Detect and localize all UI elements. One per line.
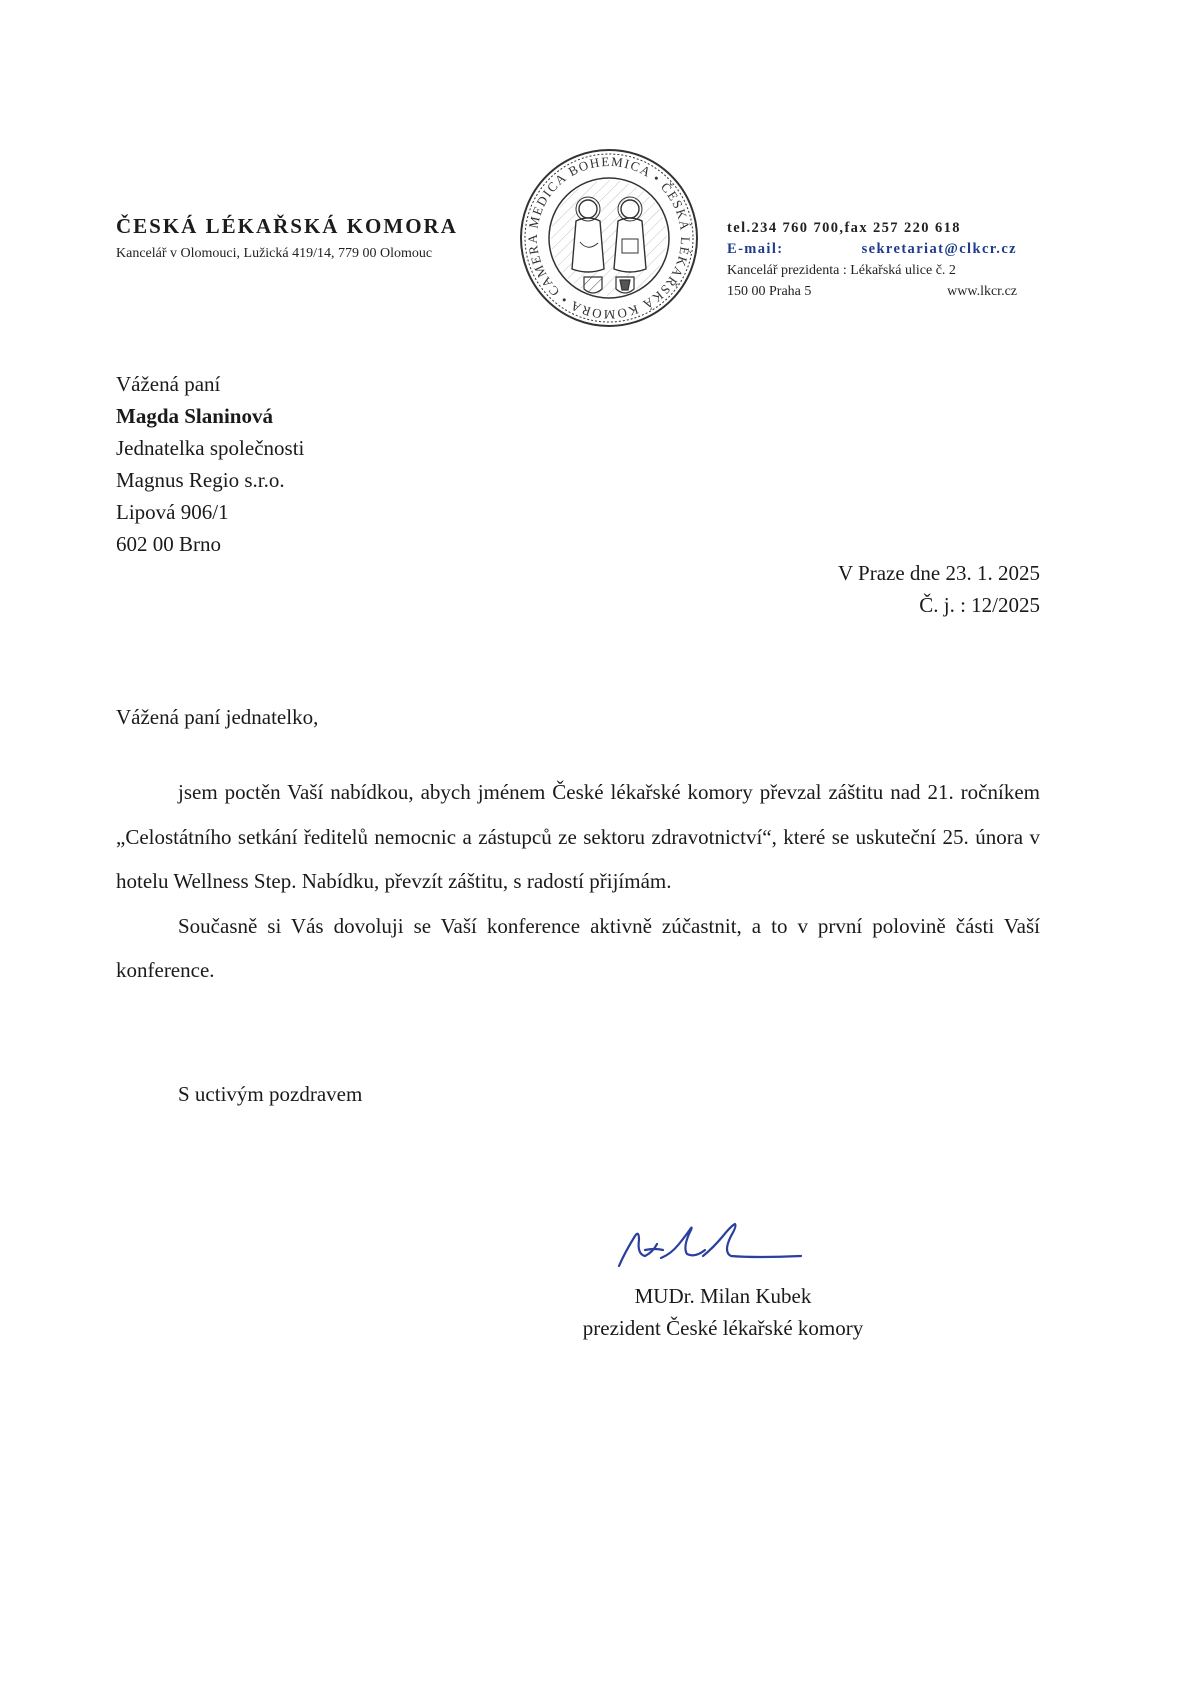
recipient-street: Lipová 906/1 — [116, 500, 229, 524]
reference-number: Č. j. : 12/2025 — [919, 593, 1040, 617]
handwritten-signature — [605, 1214, 805, 1276]
body-paragraph-2: Současně si Vás dovoluji se Vaší konference aktivně zúčastnit, a to v první polovině části Vaší konference. — [116, 913, 1040, 982]
website[interactable]: www.lkcr.cz — [947, 284, 1017, 299]
signer-title: prezident České lékařské komory — [582, 1316, 864, 1340]
letter-date: V Praze dne 23. 1. 2025 — [838, 561, 1040, 585]
signer-name: MUDr. Milan Kubek — [634, 1284, 812, 1308]
postal-address: 150 00 Praha 5 — [727, 284, 812, 299]
chamber-seal-logo — [518, 147, 700, 329]
postal-web-row — [727, 281, 1017, 302]
recipient-position: Jednatelka společnosti — [116, 436, 305, 460]
date-reference-block — [838, 557, 1040, 621]
recipient-greeting: Vážená paní — [116, 372, 221, 396]
svg-text:MEDICA BOHEMICA • ČESKÁ LÉKAŘS: MEDICA BOHEMICA • ČESKÁ LÉKAŘSKÁ KOMORA • CAMERA — [524, 153, 694, 323]
signer-block — [548, 1280, 898, 1344]
closing-phrase: S uctivým pozdravem — [178, 1082, 363, 1106]
contact-block — [727, 218, 1017, 302]
org-name: ČESKÁ LÉKAŘSKÁ KOMORA — [116, 214, 458, 238]
contact-email-row — [727, 239, 1017, 260]
letter-body — [116, 770, 1040, 993]
body-paragraph-1: jsem poctěn Vaší nabídkou, abych jménem České lékařské komory převzal záštitu nad 21. ročníkem „Celostátního setkání ředitelů nemocnic a zástupců ze sektoru zdravotnictví“, které se uskuteční 25. února v hotelu Wellness Step. Nabídku, převzít záštitu, s radostí přijímám. — [116, 780, 1040, 893]
president-office: Kancelář prezidenta : Lékařská ulice č. 2 — [727, 263, 956, 278]
recipient-name: Magda Slaninová — [116, 404, 273, 428]
recipient-city: 602 00 Brno — [116, 532, 221, 556]
org-address: Kancelář v Olomouci, Lužická 419/14, 779 00 Olomouc — [116, 246, 433, 261]
recipient-company: Magnus Regio s.r.o. — [116, 468, 285, 492]
contact-phone-fax: tel.234 760 700,fax 257 220 618 — [727, 220, 961, 236]
salutation: Vážená paní jednatelko, — [116, 705, 319, 729]
email-label: E-mail: — [727, 241, 784, 257]
recipient-block — [116, 368, 304, 560]
email-address[interactable]: sekretariat@clkcr.cz — [861, 241, 1017, 257]
